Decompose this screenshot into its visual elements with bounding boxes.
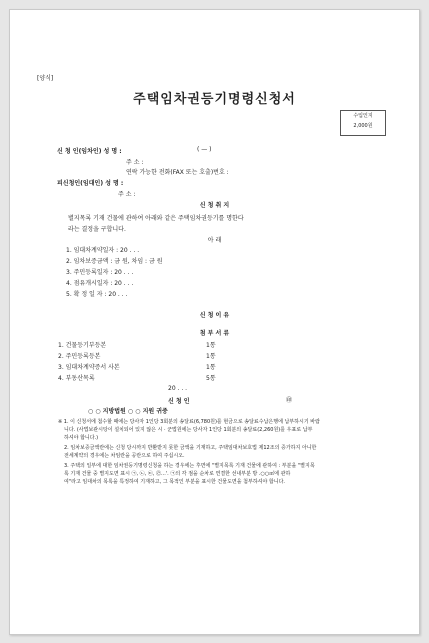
signer-label: 신 청 인	[168, 398, 190, 405]
respondent-name-label: 피신청인(임대인) 성 명 :	[57, 180, 124, 187]
attachment-name: 2. 주민등록등본	[58, 353, 101, 360]
filing-date: 20 . . .	[168, 385, 188, 392]
attachment-name: 1. 건물등기부등본	[58, 342, 107, 349]
note-line: 니다. (사법보관시탕이 설치되어 있지 않은 시 · 군법원에는 당사자 1인당 1회분의 송달료(2,260원)를 우표로 납부	[64, 427, 313, 433]
form-title: 주택임차권등기명령신청서	[133, 92, 296, 107]
revenue-stamp-amount: 2,000원	[353, 123, 373, 129]
purpose-below: 아 래	[207, 237, 222, 244]
attachment-qty: 1통	[206, 353, 216, 360]
respondent-address-label: 주 소 :	[118, 191, 136, 198]
applicant-address-label: 주 소 :	[126, 159, 144, 166]
attachment-name: 4. 부동산목록	[58, 375, 95, 382]
note-line: 3. 주택의 일부에 대한 임차권등기명령신청을 하는 경우에는 후면에 "별지목록 기재 건물에 관하여 : 부분을 "별지목	[64, 463, 315, 469]
attachment-name: 3. 임대차계약증서 사본	[58, 364, 120, 371]
seal-mark: ㊞	[286, 397, 293, 404]
note-line: 하셔야 합니다.)	[64, 435, 99, 441]
item-lease-date: 1. 임대차계약일자 : 20 . . .	[66, 247, 140, 254]
reason-heading: 신 청 이 유	[199, 312, 230, 319]
revenue-stamp-box	[340, 110, 386, 136]
purpose-line-2: 라는 결정을 구합니다.	[68, 226, 126, 233]
attachment-qty: 1통	[206, 342, 216, 349]
revenue-stamp-label: 수입인지	[353, 113, 373, 119]
note-line: ※ 1. 이 신청서에 첨수할 때에는 당사자 1인당 3회분의 송달료(6,780원)를 현금으로 송달료수납은행에 납부하시기 바랍	[58, 419, 320, 425]
attachment-qty: 1통	[206, 364, 216, 371]
applicant-id-paren: ( — )	[197, 146, 212, 153]
item-resident-reg-date: 3. 주민등록일자 : 20 . . .	[66, 269, 134, 276]
applicant-name-label: 신 청 인(임차인) 성 명 :	[57, 148, 122, 155]
purpose-heading: 신 청 취 지	[199, 202, 230, 209]
item-fixed-date: 5. 확 정 일 자 : 20 . . .	[66, 291, 128, 298]
attachment-qty: 5통	[206, 375, 216, 382]
applicant-contact-label: 연락 가능한 전화(FAX 또는 호출)번호 :	[126, 169, 229, 176]
note-line: 록 기재 건물 중 별지도면 표시 ㉠, ㉡, ㉢, ㉣...'. ㉠의 각 점을 순차로 연결한 선내부분 방 .○○㎡에 관하	[64, 471, 291, 477]
item-deposit: 2. 임차보증금액 : 금 원, 차임 : 금 원	[66, 258, 163, 265]
purpose-line-1: 별지목록 기재 건물에 관하여 아래와 같은 주택임차권등기를 명한다	[68, 215, 244, 222]
note-line: 전세계약의 경우에는 차임란을 공란으로 하여 주십시오.	[64, 453, 185, 459]
attachments-heading: 첨 부 서 류	[199, 330, 230, 337]
item-occupancy-date: 4. 점유개시일자 : 20 . . .	[66, 280, 134, 287]
court-addressee: ○ ○ 지방법원 ○ ○ 지원 귀중	[88, 408, 168, 415]
note-line: 2. 임차보증금액란에는 신청 당시까지 반환받지 못한 금액을 기재하고, 주택임대차보호법 제12조의 증가하지 아니한	[64, 445, 317, 451]
form-tag: [양식]	[37, 75, 54, 82]
note-line: 여"라고 임대차의 목록을 특정하여 기재하고, 그 목적인 부분을 표시한 건물도면을 첨부하셔야 합니다.	[64, 479, 285, 485]
